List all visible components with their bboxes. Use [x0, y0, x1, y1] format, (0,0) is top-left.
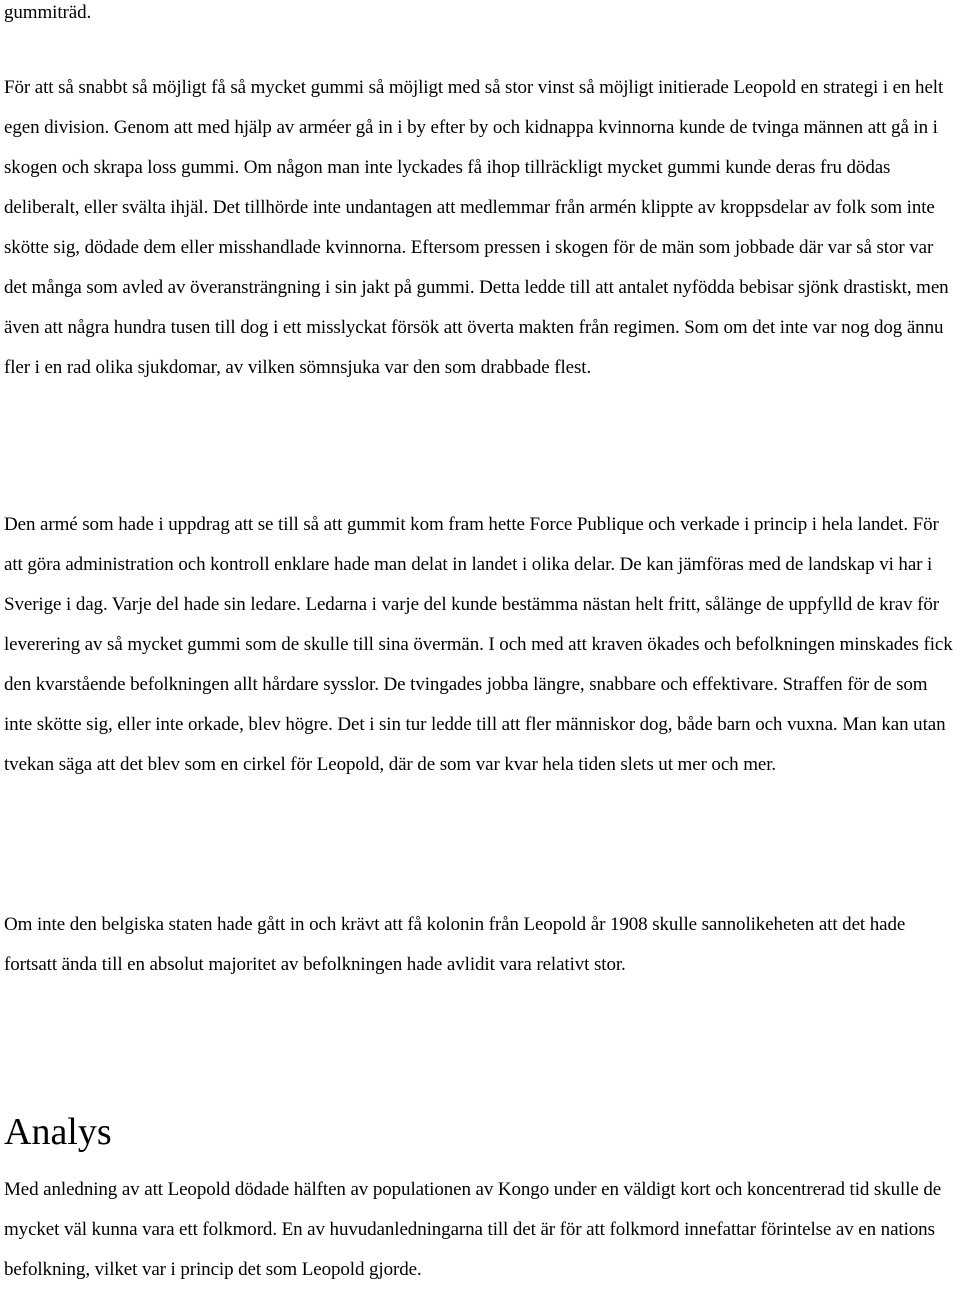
paragraph-analysis: Med anledning av att Leopold dödade hälften av populationen av Kongo under en väldigt kort och koncentrerad tid skulle de mycket väl kunna vara ett folkmord. En av huvudanledningarna till det är för att folkmord innefattar förintelse av en nations befolkning, vilket var i princip det som Leopold gjorde.	[4, 1179, 942, 1280]
paragraph-belgian-state: Om inte den belgiska staten hade gått in och krävt att få kolonin från Leopold år 1908 skulle sannolikeheten att det hade fortsatt ända till en absolut majoritet av befolkningen hade avlidit vara relativt stor.	[4, 914, 906, 975]
text-fragment-top: gummiträd.	[4, 2, 92, 23]
paragraph-force-publique: Den armé som hade i uppdrag att se till så att gummit kom fram hette Force Publique och verkade i princip i hela landet. För att göra administration och kontroll enklare hade man delat in landet i olika delar. De kan jämföras med de landskap vi har i Sverige i dag. Varje del hade sin ledare. Ledarna i varje del kunde bestämma nästan helt fritt, sålänge de uppfylld de krav för leverering av så mycket gummi som de skulle till sina övermän. I och med att kraven ökades och befolkningen minskades fick den kvarstående befolkningen allt hårdare sysslor. De tvingades jobba längre, snabbare och effektivare. Straffen för de som inte skötte sig, eller inte orkade, blev högre. Det i sin tur ledde till att fler människor dog, både barn och vuxna. Man kan utan tvekan säga att det blev som en cirkel för Leopold, där de som var kvar hela tiden slets ut mer och mer.	[4, 514, 953, 775]
section-heading-analys: Analys	[4, 1111, 112, 1153]
paragraph-rubber-strategy: För att så snabbt så möjligt få så mycket gummi så möjligt med så stor vinst så möjligt initierade Leopold en strategi i en helt egen division. Genom att med hjälp av arméer gå in i by efter by och kidnappa kvinnorna kunde de tvinga männen att gå in i skogen och skrapa loss gummi. Om någon man inte lyckades få ihop tillräckligt mycket gummi kunde deras fru dödas deliberalt, eller svälta ihjäl. Det tillhörde inte undantagen att medlemmar från armén klippte av kroppsdelar av folk som inte skötte sig, dödade dem eller misshandlade kvinnorna. Eftersom pressen i skogen för de män som jobbade där var så stor var det många som avled av överansträngning i sin jakt på gummi. Detta ledde till att antalet nyfödda bebisar sjönk drastiskt, men även att några hundra tusen till dog i ett misslyckat försök att överta makten från regimen. Som om det inte var nog dog ännu fler i en rad olika sjukdomar, av vilken sömnsjuka var den som drabbade flest.	[4, 77, 949, 378]
